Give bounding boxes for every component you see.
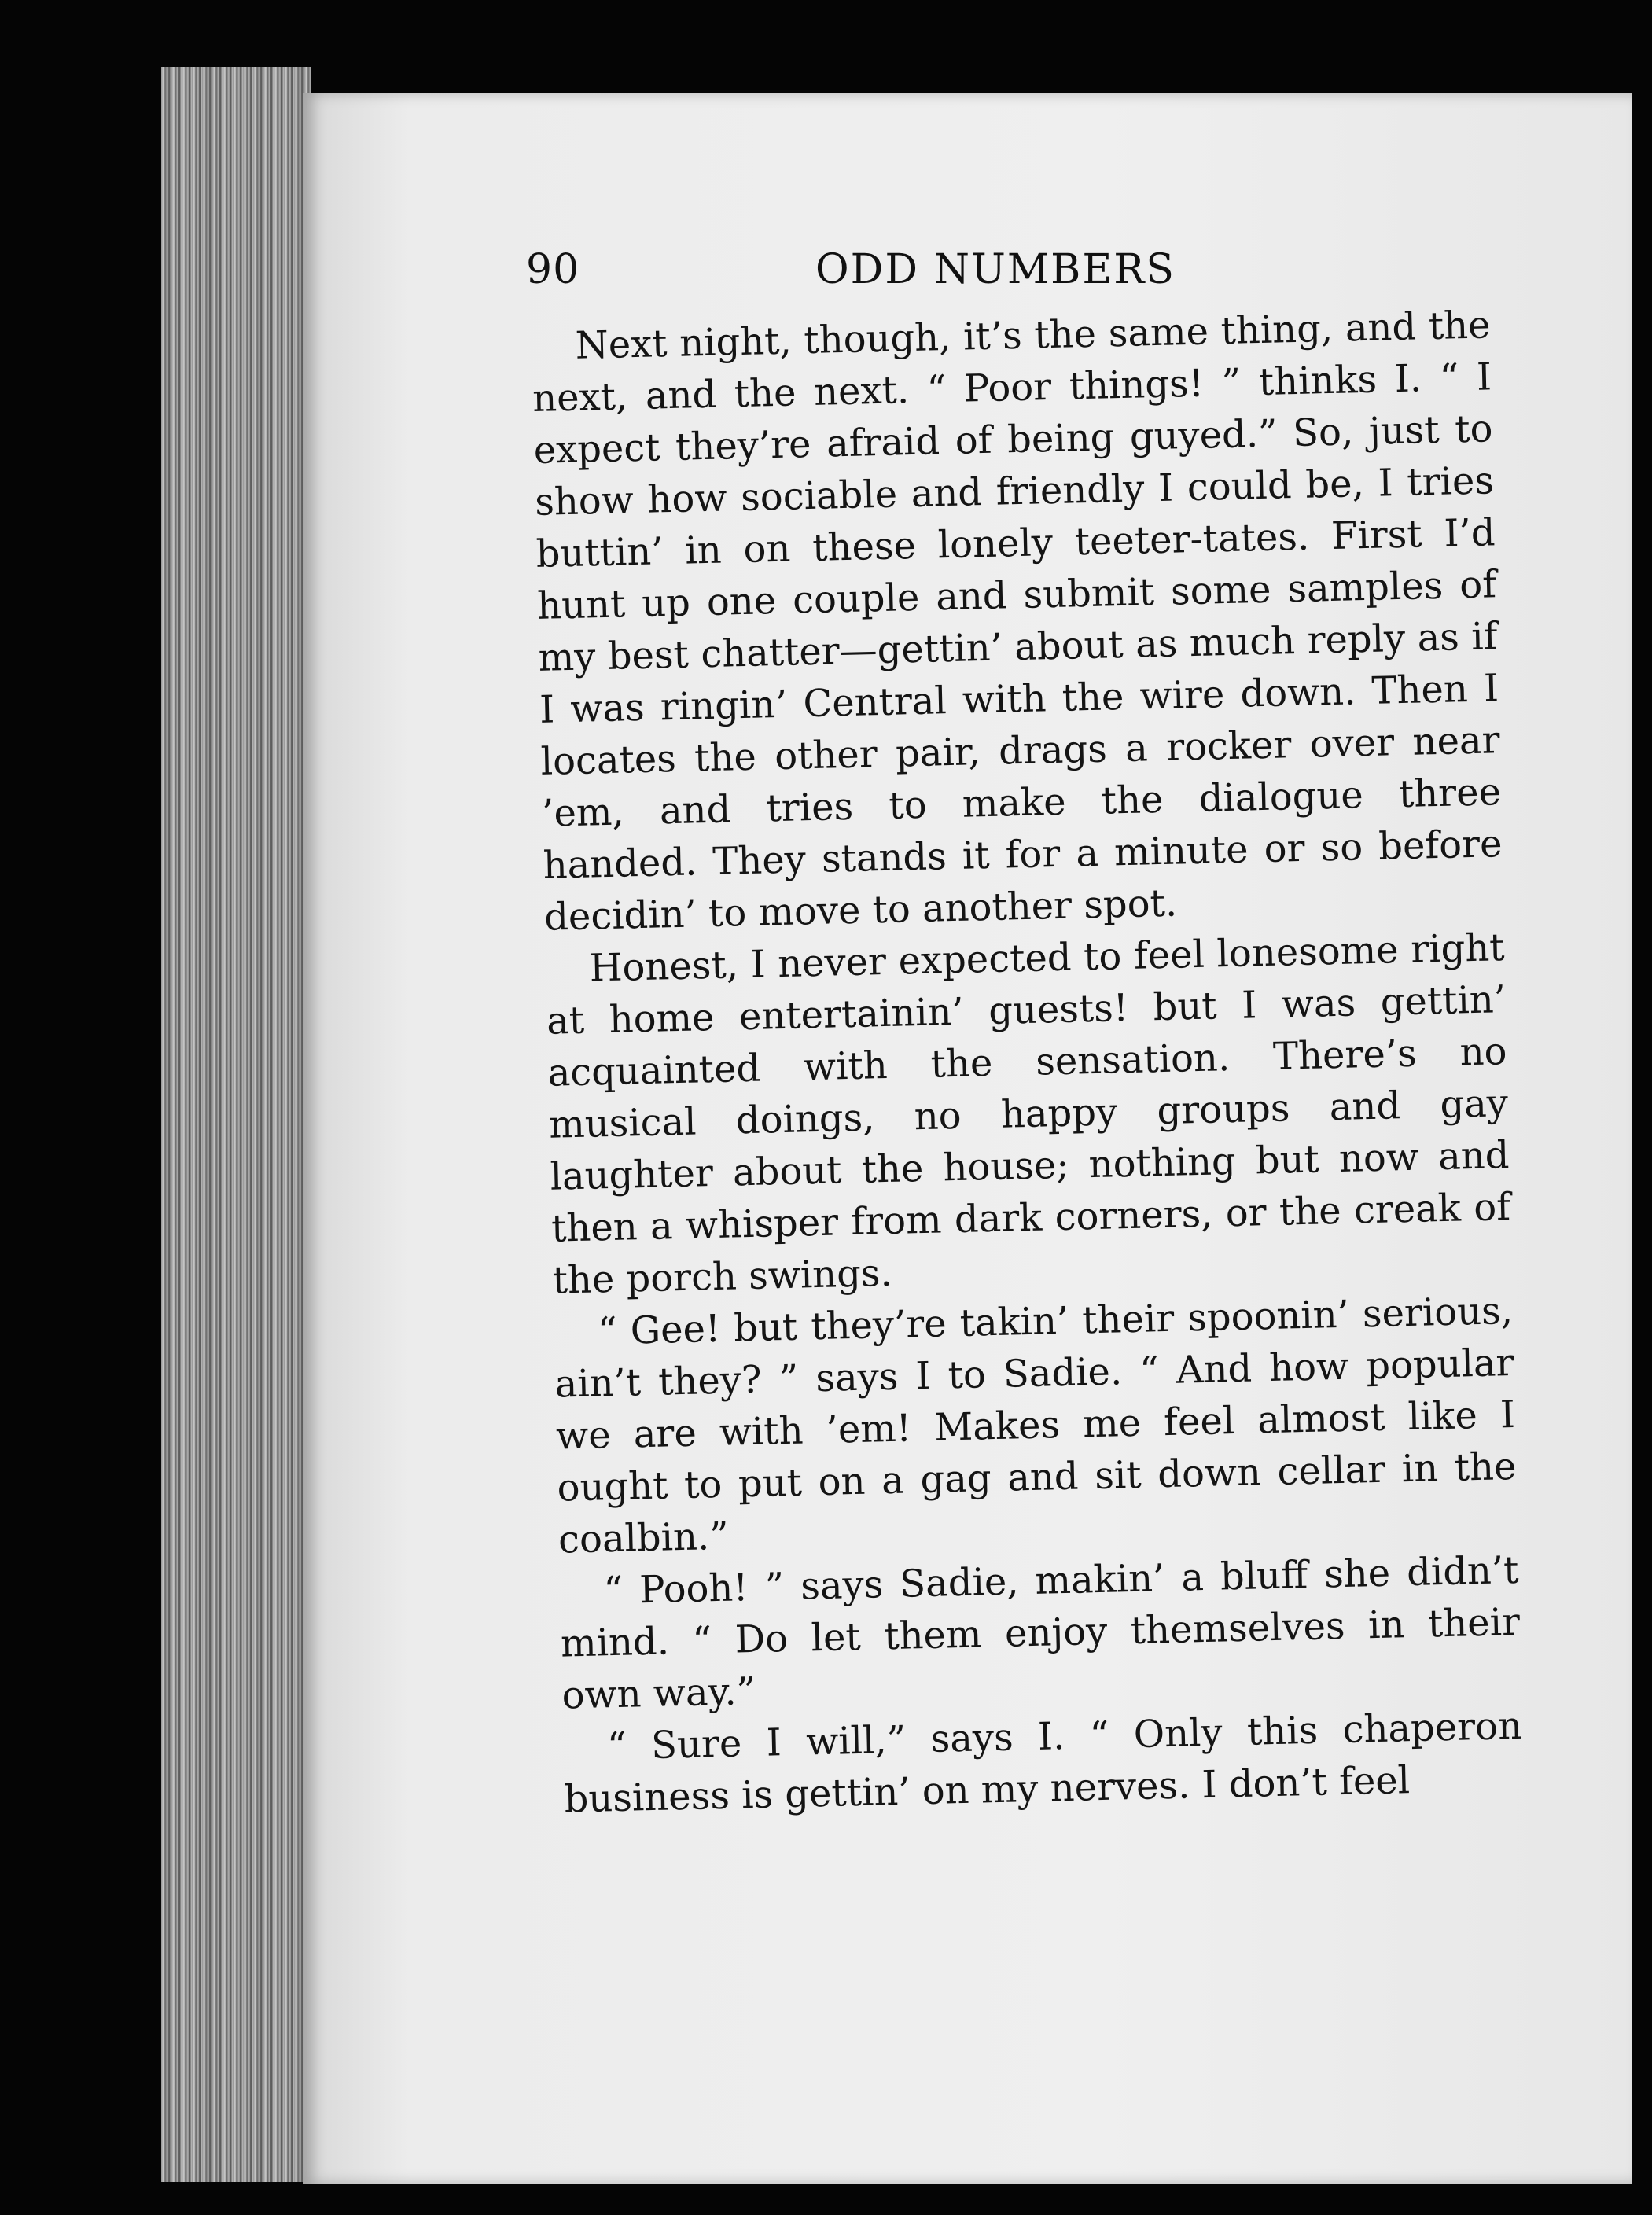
paragraph-1: Next night, though, it’s the same thing, and the next, and the next. “ Poor things! ” thinks I. “ I expect they’re afraid of being guyed.” So, just to show how sociable and friendly I could be, I tries buttin’ in on these lonely teeter-tates. First I’d hunt up one couple and submit some samples of my best chatter—gettin’ about as much reply as if I was ringin’ Central with the wire down. Then I locates the other pair, drags a rocker over near ’em, and tries to make the dialogue three handed. They stands it for a minute or so before decidin’ to move to another spot. (532, 303, 1503, 940)
book-page (303, 93, 1632, 2184)
paragraph-5: “ Sure I will,” says I. “ Only this chaperon business is gettin’ on my nerves. I don’t feel (564, 1703, 1523, 1822)
book-page-edges (161, 67, 311, 2182)
paragraph-3: “ Gee! but they’re takin’ their spoonin’ serious, ain’t they? ” says I to Sadie. “ And how popular we are with ’em! Makes me feel almost like I ought to put on a gag and sit down cellar in the coalbin.” (554, 1288, 1518, 1562)
body-text (531, 299, 1524, 1825)
paragraph-2: Honest, I never expected to feel lonesome right at home entertainin’ guests! but I was gettin’ acquainted with the sensation. There’s no musical doings, no happy groups and gay laughter about the house; nothing but now and then a whisper from dark corners, or the creak of the porch swings. (546, 925, 1511, 1303)
paragraph-4: “ Pooh! ” says Sadie, makin’ a bluff she didn’t mind. “ Do let them enjoy themselves in their own way.” (560, 1547, 1521, 1718)
running-title: ODD NUMBERS (815, 246, 1176, 293)
page-number: 90 (526, 246, 580, 293)
